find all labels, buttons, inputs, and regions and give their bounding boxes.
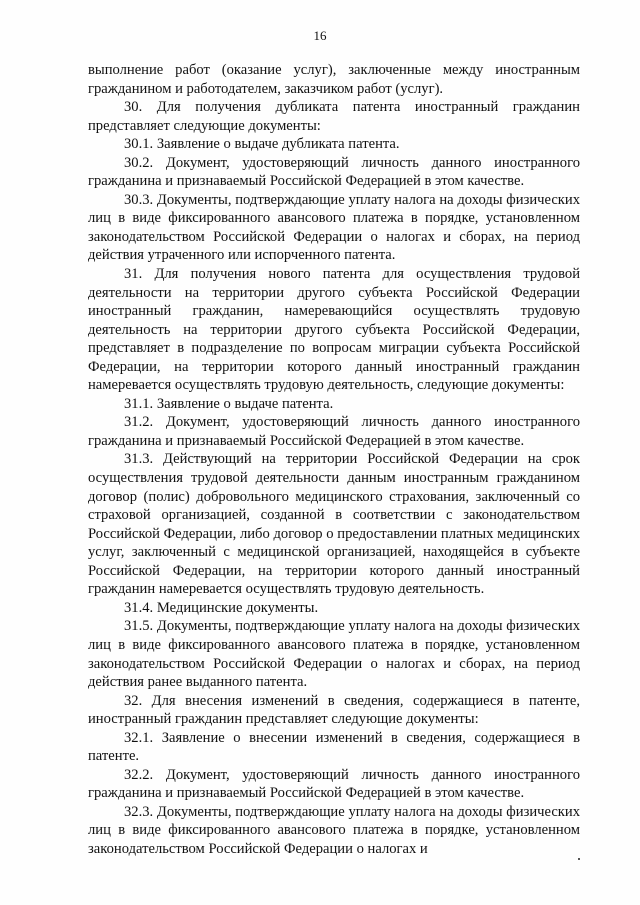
- paragraph-31-1: 31.1. Заявление о выдаче патента.: [124, 395, 334, 412]
- paragraph-31-4: 31.4. Медицинские документы.: [124, 599, 319, 616]
- paragraph-continuation: выполнение работ (оказание услуг), заключенные между иностранным гражданином и работодателем, заказчиком работ (услуг).: [88, 62, 580, 97]
- scan-artifact: [578, 858, 580, 860]
- paragraph-31-5: 31.5. Документы, подтверждающие уплату налога на доходы физических лиц в виде фиксированного авансового платежа в порядке, установленном законодательством Российской Федерации о налогах и сборах, на период действия ранее выданного патента.: [88, 618, 580, 691]
- paragraph-32: 32. Для внесения изменений в сведения, содержащиеся в патенте, иностранный гражданин представляет следующие документы:: [88, 692, 580, 728]
- page-number: 16: [313, 28, 327, 43]
- paragraph-32-3: 32.3. Документы, подтверждающие уплату налога на доходы физических лиц в виде фиксированного авансового платежа в порядке, установленном законодательством Российской Федерации о налогах и: [88, 803, 580, 857]
- paragraph-30-2: 30.2. Документ, удостоверяющий личность данного иностранного гражданина и признаваемый Российской Федерацией в этом качестве.: [88, 154, 580, 190]
- paragraph-32-2: 32.2. Документ, удостоверяющий личность данного иностранного гражданина и признаваемый Российской Федерацией в этом качестве.: [88, 766, 580, 802]
- paragraph-31-3: 31.3. Действующий на территории Российской Федерации на срок осуществления трудовой деятельности данным иностранным гражданином договор (полис) добровольного медицинского страхования, заключенный со страховой организацией, созданной в соответствии с законодательством Российской Федерации, либо договор о предоставлении платных медицинских услуг, заключенный с медицинской организацией, находящейся в субъекте Российской Федерации, на территории которого данный иностранный гражданин намеревается осуществлять трудовую деятельность.: [88, 451, 580, 598]
- paragraph-31: 31. Для получения нового патента для осуществления трудовой деятельности на территории другого субъекта Российской Федерации иностранный гражданин, намеревающийся осуществлять трудовую деятельность на территории другого субъекта Российской Федерации, представляет в подразделение по вопросам миграции субъекта Российской Федерации, на территории которого данный иностранный гражданин намеревается осуществлять трудовую деятельность, следующие документы:: [88, 266, 580, 394]
- paragraph-32-1: 32.1. Заявление о внесении изменений в сведения, содержащиеся в патенте.: [88, 729, 580, 765]
- paragraph-30-1: 30.1. Заявление о выдаче дубликата патента.: [124, 136, 400, 153]
- document-body: [88, 61, 580, 859]
- paragraph-31-2: 31.2. Документ, удостоверяющий личность данного иностранного гражданина и признаваемый Российской Федерацией в этом качестве.: [88, 414, 580, 449]
- paragraph-30: 30. Для получения дубликата патента иностранный гражданин представляет следующие документы:: [88, 99, 580, 134]
- paragraph-30-3: 30.3. Документы, подтверждающие уплату налога на доходы физических лиц в виде фиксированного авансового платежа в порядке, установленном законодательством Российской Федерации о налогах и сборах, на период действия утраченного или испорченного патента.: [88, 191, 580, 264]
